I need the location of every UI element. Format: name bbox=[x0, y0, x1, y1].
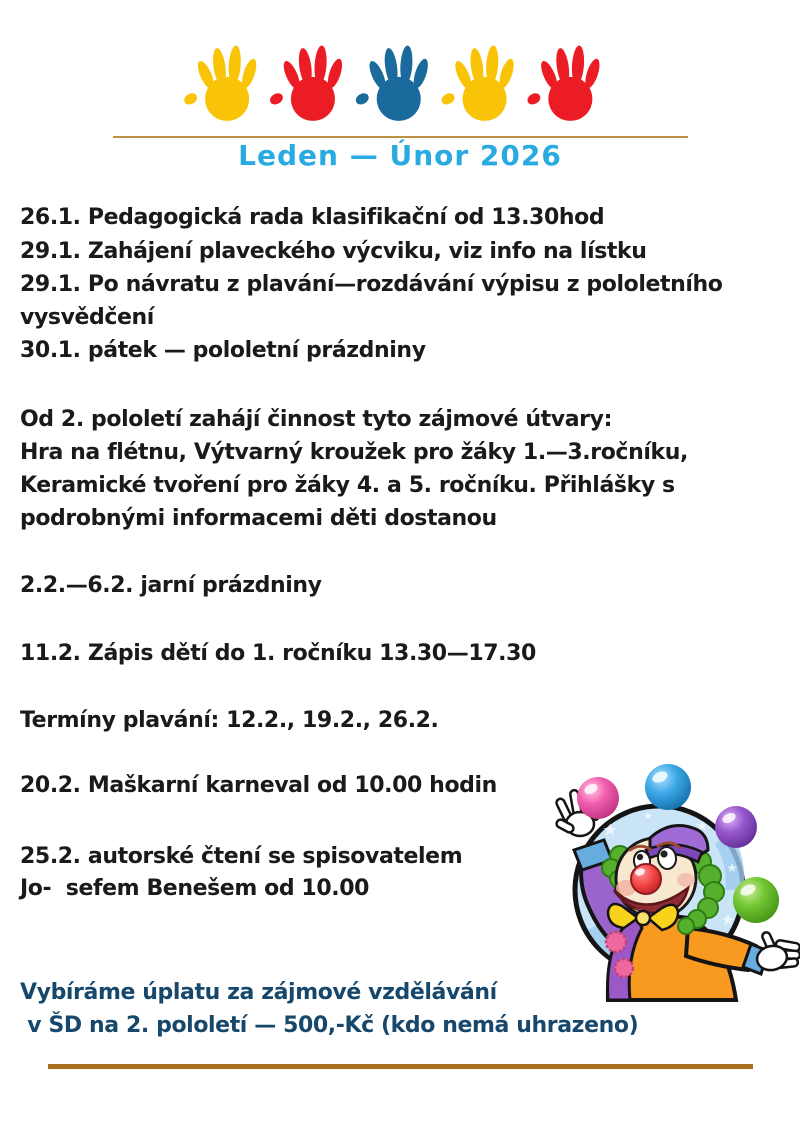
event-line: vysvědčení bbox=[20, 305, 154, 330]
handprint-icon bbox=[183, 45, 259, 121]
page-title: Leden — Únor 2026 bbox=[238, 139, 562, 172]
event-line: 25.2. autorské čtení se spisovatelem bbox=[20, 844, 463, 869]
juggling-clown-illustration bbox=[550, 760, 800, 1002]
event-line: Termíny plavání: 12.2., 19.2., 26.2. bbox=[20, 708, 439, 733]
footer-note-line: Vybíráme úplatu za zájmové vzdělávání bbox=[20, 980, 497, 1005]
event-line: 11.2. Zápis dětí do 1. ročníku 13.30—17.30 bbox=[20, 641, 536, 666]
event-line: Hra na flétnu, Výtvarný kroužek pro žáky 1.—3.ročníku, bbox=[20, 440, 688, 465]
event-line: podrobnými informacemi děti dostanou bbox=[20, 506, 497, 531]
handprint-icon bbox=[268, 45, 345, 121]
event-line: 26.1. Pedagogická rada klasifikační od 13.30hod bbox=[20, 205, 605, 230]
event-line: 2.2.—6.2. jarní prázdniny bbox=[20, 573, 322, 598]
event-line: 30.1. pátek — pololetní prázdniny bbox=[20, 338, 426, 363]
event-line: Od 2. pololetí zahájí činnost tyto zájmové útvary: bbox=[20, 407, 612, 432]
handprint-icon bbox=[440, 45, 517, 121]
event-line: Jo- sefem Benešem od 10.00 bbox=[20, 876, 370, 901]
event-line: Keramické tvoření pro žáky 4. a 5. ročníku. Přihlášky s bbox=[20, 473, 675, 498]
bottom-divider bbox=[48, 1064, 753, 1069]
handprint-icon bbox=[354, 45, 431, 121]
handprints-graphic bbox=[183, 42, 617, 132]
event-line: 29.1. Po návratu z plavání—rozdávání výpisu z pololetního bbox=[20, 272, 723, 297]
event-line: 29.1. Zahájení plaveckého výcviku, viz info na lístku bbox=[20, 239, 647, 264]
handprint-icon bbox=[525, 45, 602, 121]
event-line: 20.2. Maškarní karneval od 10.00 hodin bbox=[20, 773, 497, 798]
top-divider bbox=[113, 136, 688, 138]
footer-note-line: v ŠD na 2. pololetí — 500,-Kč (kdo nemá uhrazeno) bbox=[20, 1013, 639, 1038]
